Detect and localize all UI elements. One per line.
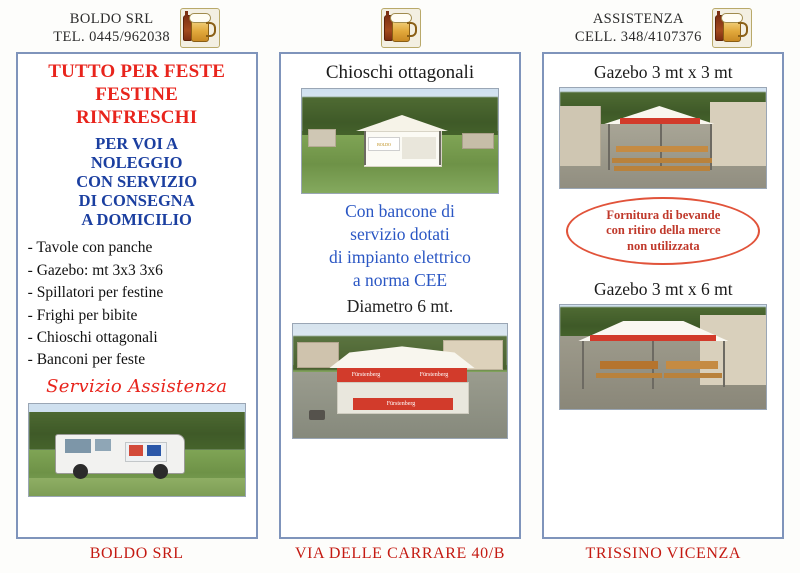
- subhead-line-1: PER VOI A: [95, 133, 179, 153]
- blue-line-3: di impianto elettrico: [329, 247, 471, 268]
- left-footer: [8, 539, 265, 569]
- left-subhead: [18, 132, 256, 232]
- headline-line-2: FESTINE: [95, 84, 179, 106]
- headline-line-3: RINFRESCHI: [76, 107, 198, 129]
- footer-text: BOLDO SRL: [89, 545, 184, 562]
- headline-line-1: TUTTO PER FESTE: [48, 61, 226, 82]
- gazebo-3x3-photo: [559, 87, 767, 189]
- gazebo-3x3-title: Gazebo 3 mt x 3 mt: [594, 62, 733, 82]
- delivery-van-photo: [28, 403, 246, 497]
- right-header-text: [575, 6, 702, 46]
- company-phone: TEL. 0445/962038: [53, 29, 171, 46]
- list-item: - Gazebo: mt 3x3 3x6: [27, 261, 163, 279]
- subhead-line-4: DI CONSEGNA: [78, 190, 195, 210]
- blue-line-1: Con bancone di: [345, 201, 455, 221]
- center-column: [271, 6, 528, 569]
- octagonal-kiosk-furstenberg-photo: Fürstenberg Fürstenberg Fürstenberg: [292, 323, 508, 439]
- blue-line-2: servizio dotati: [350, 224, 450, 245]
- beer-mug-icon: [379, 6, 421, 48]
- list-item: - Tavole con panche: [27, 239, 153, 257]
- gazebo-3x6-title: Gazebo 3 mt x 6 mt: [594, 279, 733, 299]
- center-blue-text: [281, 194, 519, 294]
- subhead-line-2: NOLEGGIO: [90, 152, 183, 172]
- left-headline: [18, 54, 256, 132]
- oval-line-2: con ritiro della merce: [606, 223, 721, 238]
- footer-text: TRISSINO VICENZA: [585, 545, 742, 562]
- right-header: [535, 6, 792, 52]
- left-header: [8, 6, 265, 52]
- footer-text: VIA DELLE CARRARE 40/B: [294, 545, 506, 562]
- assistance-phone: CELL. 348/4107376: [574, 29, 702, 46]
- center-panel: [279, 52, 521, 539]
- gazebo-3x6-photo: [559, 304, 767, 410]
- left-panel: [16, 52, 258, 539]
- beverage-supply-note: [566, 197, 760, 265]
- beer-mug-icon: [710, 6, 752, 48]
- subhead-line-5: A DOMICILIO: [81, 210, 192, 230]
- list-item: - Spillatori per festine: [27, 284, 164, 302]
- subhead-line-3: CON SERVIZIO: [76, 171, 198, 191]
- right-panel: [542, 52, 784, 539]
- right-footer: [535, 539, 792, 569]
- left-header-text: [53, 6, 170, 46]
- center-diameter: Diametro 6 mt.: [346, 296, 454, 317]
- oval-line-1: Fornitura di bevande: [606, 207, 721, 222]
- blue-line-4: a norma CEE: [352, 270, 448, 291]
- center-header: [271, 6, 528, 52]
- center-footer: [271, 539, 528, 569]
- left-column: [8, 6, 265, 569]
- beer-mug-icon: [178, 6, 220, 48]
- right-column: [535, 6, 792, 569]
- oval-line-3: non utilizzata: [627, 238, 700, 253]
- list-item: - Chioschi ottagonali: [27, 329, 158, 347]
- service-assistance-script: Servizio Assistenza: [46, 375, 228, 397]
- assistance-label: ASSISTENZA: [592, 11, 684, 27]
- services-list: [18, 231, 256, 372]
- company-name: BOLDO SRL: [69, 11, 154, 27]
- list-item: - Frighi per bibite: [27, 306, 138, 324]
- list-item: - Banconi per feste: [27, 351, 146, 369]
- center-title: Chioschi ottagonali: [325, 62, 475, 83]
- octagonal-kiosk-white-photo: BOLDO: [301, 88, 499, 194]
